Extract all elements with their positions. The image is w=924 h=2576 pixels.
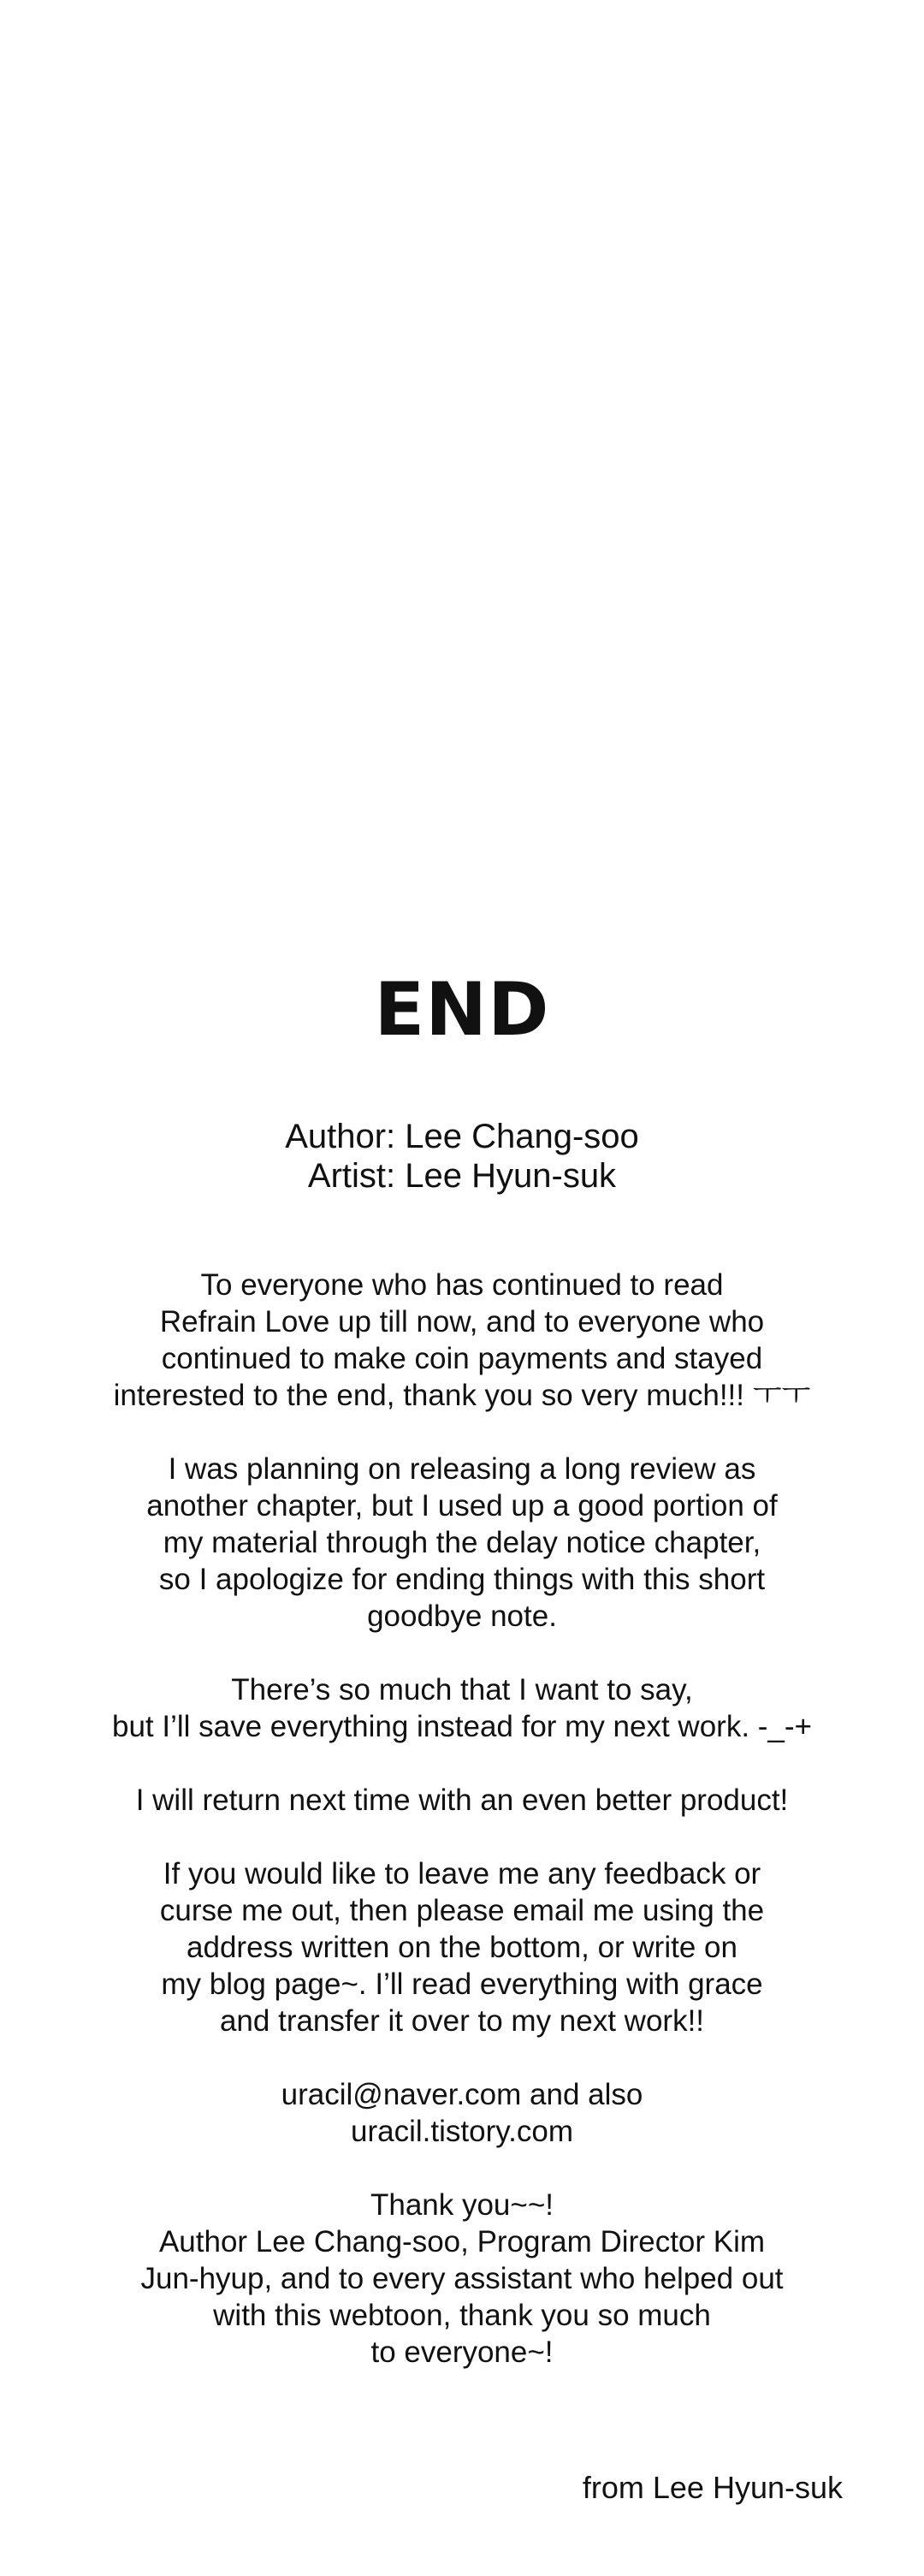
message-line: another chapter, but I used up a good portion of xyxy=(146,1489,778,1522)
message-line: so I apologize for ending things with this short xyxy=(158,1563,766,1596)
apology-paragraph xyxy=(0,1451,924,1635)
message-line: I was planning on releasing a long review as xyxy=(168,1452,756,1486)
signature: from Lee Hyun-suk xyxy=(582,2470,843,2505)
message-line: Jun-hyup, and to every assistant who helped out xyxy=(140,2262,784,2295)
message-line: continued to make coin payments and stayed xyxy=(161,1342,763,1375)
end-title: END xyxy=(374,967,550,1053)
author-credit: Author: Lee Chang-soo xyxy=(285,1118,639,1155)
artist-credit: Artist: Lee Hyun-suk xyxy=(307,1157,617,1195)
return-paragraph xyxy=(0,1782,924,1819)
message-line: address written on the bottom, or write on xyxy=(187,1931,737,1964)
credits-block xyxy=(0,1117,924,1196)
message-line: Refrain Love up till now, and to everyone who xyxy=(159,1305,765,1338)
message-line: Author Lee Chang-soo, Program Director Kim xyxy=(158,2225,766,2258)
message-line: with this webtoon, thank you so much xyxy=(213,2299,711,2332)
contact-paragraph xyxy=(0,2076,924,2150)
goodbye-message xyxy=(0,1267,924,2407)
message-line: If you would like to leave me any feedback or xyxy=(163,1857,761,1890)
next-work-paragraph xyxy=(0,1671,924,1745)
message-line: There’s so much that I want to say, xyxy=(231,1673,693,1706)
message-line: to everyone~! xyxy=(370,2336,554,2369)
message-line: To everyone who has continued to read xyxy=(200,1268,724,1302)
message-line: I will return next time with an even better product! xyxy=(135,1784,789,1817)
message-line: goodbye note. xyxy=(367,1600,557,1633)
message-line: and transfer it over to my next work!! xyxy=(219,2004,705,2038)
message-line: my material through the delay notice chapter, xyxy=(163,1526,761,1559)
contact-blog: uracil.tistory.com xyxy=(351,2115,573,2148)
closing-paragraph xyxy=(0,2187,924,2371)
message-line: but I’ll save everything instead for my next work. -_-+ xyxy=(112,1710,812,1743)
thanks-paragraph xyxy=(0,1267,924,1414)
message-line: Thank you~~! xyxy=(370,2188,554,2222)
feedback-paragraph xyxy=(0,1855,924,2039)
message-line: my blog page~. I’ll read everything with grace xyxy=(161,1968,763,2001)
message-line: interested to the end, thank you so very much!!! ㅜㅜ xyxy=(113,1379,811,1412)
message-line: curse me out, then please email me using the xyxy=(159,1894,765,1927)
contact-email: uracil@naver.com and also xyxy=(281,2078,643,2111)
